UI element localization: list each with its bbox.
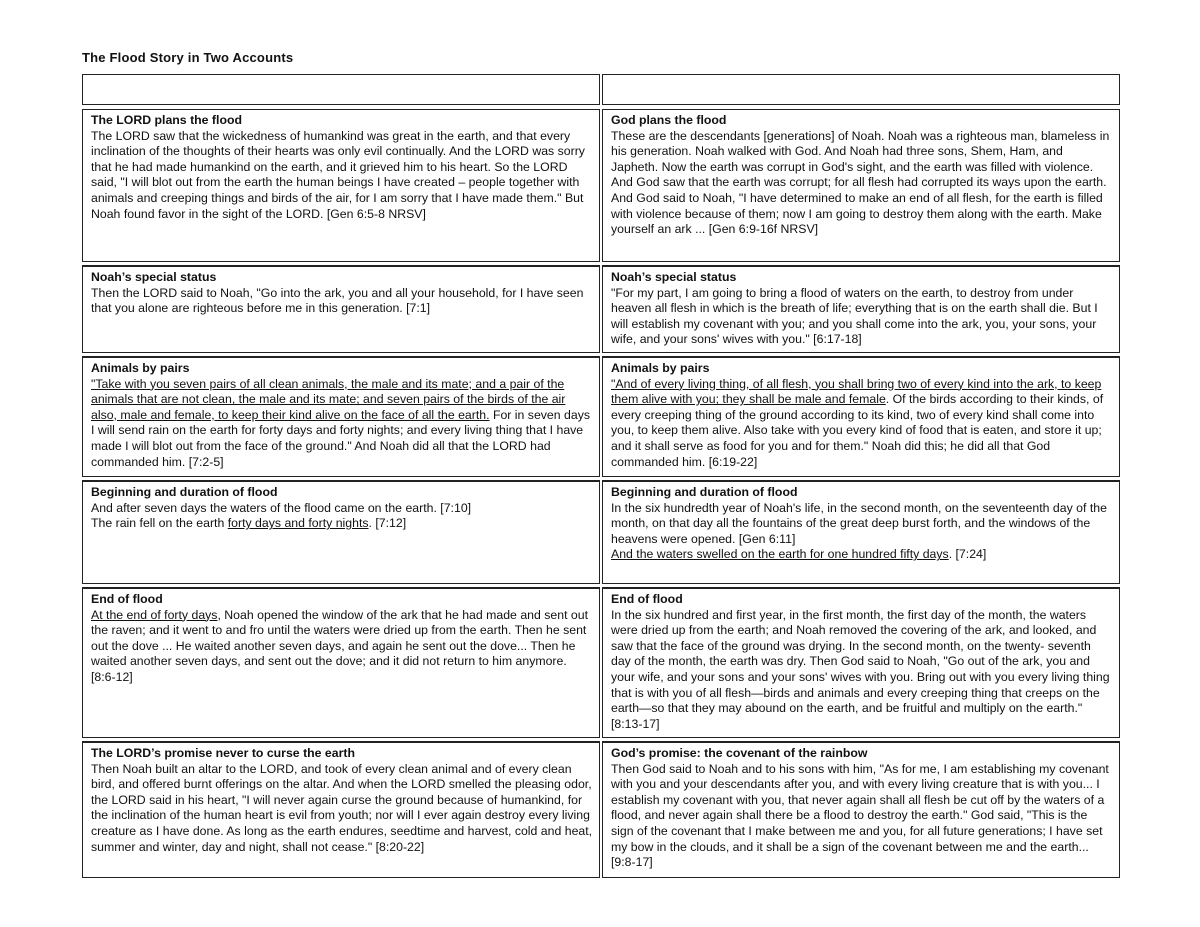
comparison-table	[82, 74, 1120, 878]
table-row	[82, 741, 1120, 878]
header-cell-left	[82, 74, 600, 105]
cell-text: , Noah opened the window of the ark that he had made and sent out the raven; and it went to and fro until the waters were dried up from the earth. Then he sent out the dove ... He waited another seven days, and again he sent out the dove... Then he waited another seven days, and sent out the dove; and it did not return to him anymore. [8:6-12]	[91, 607, 589, 684]
cell-text: . [7:12]	[368, 516, 407, 531]
cell-underlined-text: "Take with you seven pairs of all clean animals, the male and its mate; and a pair of the animals that are not clean, the male and its mate; and seven pairs of the birds of the air also, male and female, to keep their kind alive on the face of all the earth.	[91, 376, 566, 422]
cell-left	[82, 265, 600, 353]
cell-heading: Beginning and duration of flood	[611, 485, 798, 499]
table-row	[82, 109, 1120, 262]
cell-text: In the six hundredth year of Noah's life, in the second month, on the seventeenth day of the month, on that day all the fountains of the great deep burst forth, and the windows of the heavens were opened. [Gen 6:11]	[611, 500, 1107, 546]
cell-text: In the six hundred and first year, in the first month, the first day of the month, the waters were dried up from the earth; and Noah removed the covering of the ark, and looked, and saw that the face of the ground was drying. In the second month, on the twenty- seventh day of the month, the earth was dry. Then God said to Noah, "Go out of the ark, you and your wife, and your sons and your sons' wives with you. Bring out with you every living thing that is with you of all flesh—birds and animals and every creeping thing that creeps on the earth—so that they may abound on the earth, and be fruitful and multiply on the earth." [8:13-17]	[611, 607, 1110, 731]
cell-text: . Of the birds according to their kinds, of every creeping thing of the ground according to its kind, two of every kind shall come into you, to keep them alive. Also take with you every kind of food that is eaten, and store it up; and it shall serve as food for you and for them." Noah did this; he did all that God commanded him. [6:19-22]	[611, 392, 1104, 469]
cell-heading: End of flood	[611, 592, 683, 606]
cell-left	[82, 480, 600, 584]
header-cell-right	[602, 74, 1120, 105]
cell-right	[602, 480, 1120, 584]
cell-left	[82, 109, 600, 262]
cell-heading: The LORD’s promise never to curse the earth	[91, 746, 355, 760]
cell-text-line2	[91, 516, 593, 532]
cell-text: These are the descendants [generations] of Noah. Noah was a righteous man, blameless in his generation. Noah walked with God. And Noah had three sons, Shem, Ham, and Japheth. Now the earth was corrupt in God's sight, and the earth was filled with violence. And God saw that the earth was corrupt; for all flesh had corrupted its ways upon the earth. And God said to Noah, "I have determined to make an end of all flesh, for the earth is filled with violence because of them; now I am going to destroy them along with the earth. Make yourself an ark ... [Gen 6:9-16f NRSV]	[611, 128, 1110, 237]
cell-text: Then the LORD said to Noah, "Go into the ark, you and all your household, for I have seen that you alone are righteous before me in this generation. [7:1]	[91, 285, 584, 316]
cell-right	[602, 356, 1120, 477]
cell-text: The LORD saw that the wickedness of humankind was great in the earth, and that every inclination of the thoughts of their hearts was only evil continually. And the LORD was sorry that he had made humankind on the earth, and it grieved him to his heart. So the LORD said, "I will blot out from the earth the human beings I have created – people together with animals and creeping things and birds of the air, for I am sorry that I have made them." But Noah found favor in the sight of the LORD. [Gen 6:5-8 NRSV]	[91, 128, 585, 221]
cell-right	[602, 587, 1120, 738]
cell-underlined-text: At the end of forty days	[91, 607, 218, 622]
cell-heading: End of flood	[91, 592, 163, 606]
table-header-row	[82, 74, 1120, 105]
cell-left	[82, 587, 600, 738]
cell-heading: Animals by pairs	[611, 361, 710, 375]
cell-text-line2	[611, 547, 1113, 563]
cell-heading: Noah’s special status	[91, 270, 217, 284]
cell-heading: The LORD plans the flood	[91, 113, 242, 127]
cell-underlined-text: "And of every living thing, of all flesh, you shall bring two of every kind into the ark, to keep them alive with you; they shall be male and female	[611, 376, 1102, 407]
cell-underlined-text: forty days and forty nights	[227, 516, 369, 531]
cell-heading: Noah’s special status	[611, 270, 737, 284]
table-row	[82, 587, 1120, 738]
cell-left	[82, 741, 600, 878]
document-title: The Flood Story in Two Accounts	[82, 50, 294, 65]
table-row	[82, 265, 1120, 353]
cell-text: Then Noah built an altar to the LORD, and took of every clean animal and of every clean bird, and offered burnt offerings on the altar. And when the LORD smelled the pleasing odor, the LORD said in his heart, "I will never again curse the ground because of humankind, for the inclination of the human heart is evil from youth; nor will I ever again destroy every living creature as I have done. As long as the earth endures, seedtime and harvest, cold and heat, summer and winter, day and night, shall not cease." [8:20-22]	[91, 761, 593, 854]
cell-text: Then God said to Noah and to his sons with him, "As for me, I am establishing my covenant with you and your descendants after you, and with every living creature that is with you... I establish my covenant with you, that never again shall all flesh be cut off by the waters of a flood, and never again shall there be a flood to destroy the earth." God said, "This is the sign of the covenant that I make between me and you, for all future generations; I have set my bow in the clouds, and it shall be a sign of the covenant between me and the earth... [9:8-17]	[611, 761, 1109, 870]
cell-right	[602, 741, 1120, 878]
cell-right	[602, 265, 1120, 353]
cell-underlined-text: And the waters swelled on the earth for one hundred fifty days	[611, 547, 949, 562]
cell-heading: God’s promise: the covenant of the rainbow	[611, 746, 868, 760]
cell-text: . [7:24]	[948, 547, 987, 562]
table-row	[82, 356, 1120, 477]
cell-text: The rain fell on the earth	[91, 516, 228, 531]
table-row	[82, 480, 1120, 584]
cell-text: "For my part, I am going to bring a flood of waters on the earth, to destroy from under heaven all flesh in which is the breath of life; everything that is on the earth shall die. But I will establish my covenant with you; and you shall come into the ark, you, your sons, your wife, and your sons' wives with you." [6:17-18]	[611, 285, 1098, 347]
cell-heading: Animals by pairs	[91, 361, 190, 375]
cell-left	[82, 356, 600, 477]
cell-right	[602, 109, 1120, 262]
cell-text: For in seven days I will send rain on the earth for forty days and forty nights; and every living thing that I have made I will blot out from the face of the ground." And Noah did all that the LORD had commanded him. [7:2-5]	[91, 407, 591, 469]
cell-heading: God plans the flood	[611, 113, 727, 127]
cell-text: And after seven days the waters of the flood came on the earth. [7:10]	[91, 500, 472, 515]
cell-heading: Beginning and duration of flood	[91, 485, 278, 499]
